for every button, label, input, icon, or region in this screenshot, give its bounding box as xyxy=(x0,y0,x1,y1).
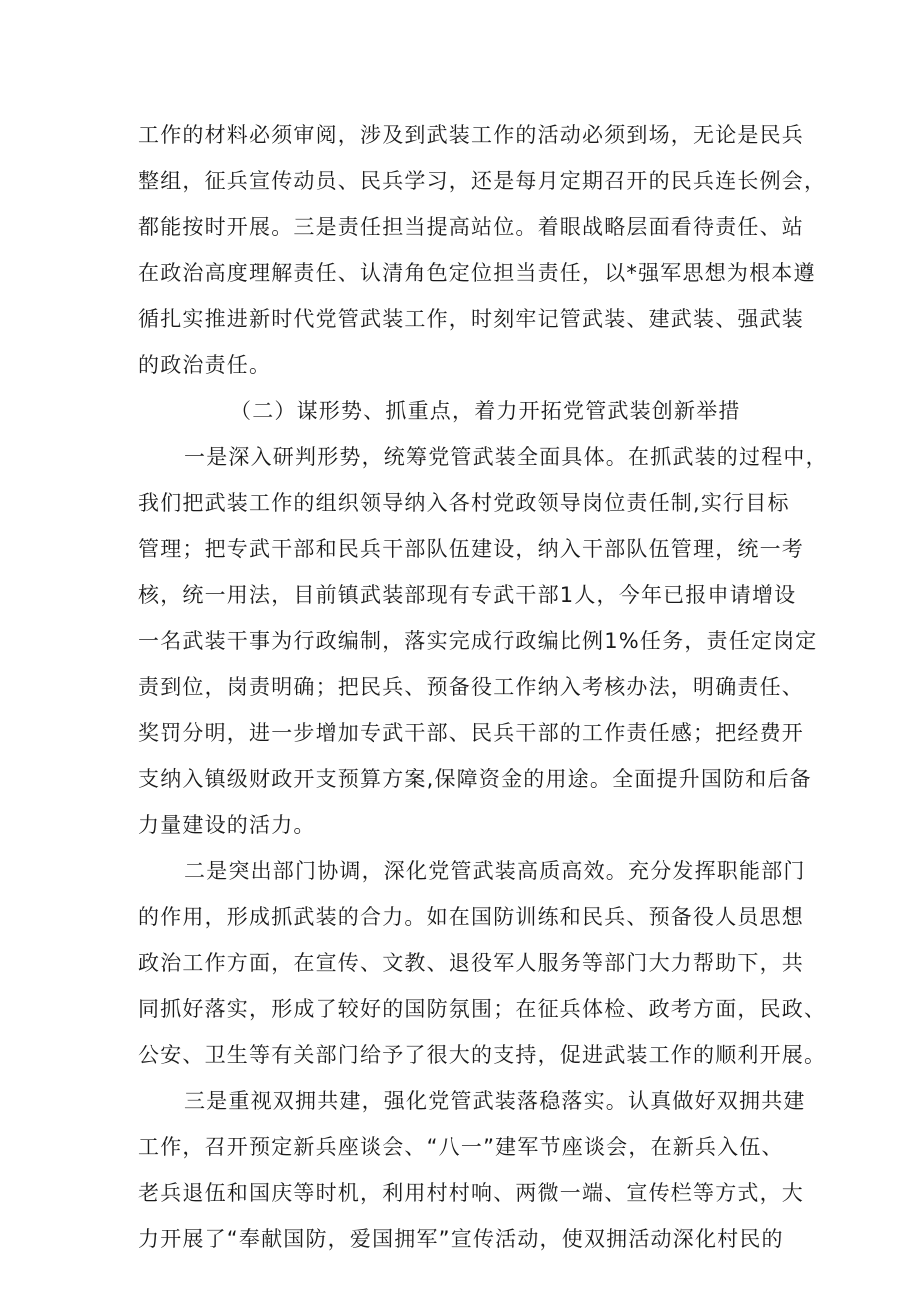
text-line: 奖罚分明，进一步增加专武干部、民兵干部的工作责任感；把经费开 xyxy=(138,721,804,745)
text-line: 力量建设的活力。 xyxy=(138,813,316,837)
text-line: 支纳入镇级财政开支预算方案,保障资金的用途。全面提升国防和后备 xyxy=(138,767,812,791)
text-line: 同抓好落实，形成了较好的国防氛围；在征兵体检、政考方面，民政、 xyxy=(138,997,827,1021)
text-line: 整组，征兵宣传动员、民兵学习，还是每月定期召开的民兵连长例会， xyxy=(138,169,827,193)
text-line: 我们把武装工作的组织领导纳入各村党政领导岗位责任制,实行目标 xyxy=(138,491,790,515)
text-line: 的政治责任。 xyxy=(138,353,272,377)
text-line: 一名武装干事为行政编制，落实完成行政编比例1%任务，责任定岗定 xyxy=(138,629,818,653)
text-line: 在政治高度理解责任、认清角色定位担当责任，以*强军思想为根本遵 xyxy=(138,261,816,285)
text-line: 责到位，岗责明确；把民兵、预备役工作纳入考核办法，明确责任、 xyxy=(138,675,804,699)
text-line: 都能按时开展。三是责任担当提高站位。着眼战略层面看待责任、站 xyxy=(138,215,804,239)
text-line: 工作的材料必须审阅，涉及到武装工作的活动必须到场，无论是民兵 xyxy=(138,123,804,147)
text-line: 政治工作方面，在宣传、文教、退役军人服务等部门大力帮助下，共 xyxy=(138,951,804,975)
paragraph-first-line: 二是突出部门协调，深化党管武装高质高效。充分发挥职能部门 xyxy=(184,859,806,883)
text-line: 的作用，形成抓武装的合力。如在国防训练和民兵、预备役人员思想 xyxy=(138,905,804,929)
paragraph-first-line: 三是重视双拥共建，强化党管武装落稳落实。认真做好双拥共建 xyxy=(184,1089,806,1113)
text-line: 管理；把专武干部和民兵干部队伍建设，纳入干部队伍管理，统一考 xyxy=(138,537,804,561)
section-heading: （二）谋形势、抓重点，着力开拓党管武装创新举措 xyxy=(230,399,741,423)
paragraph-first-line: 一是深入研判形势，统筹党管武装全面具体。在抓武装的过程中， xyxy=(184,445,828,469)
text-line: 工作，召开预定新兵座谈会、“八一”建军节座谈会，在新兵入伍、 xyxy=(138,1135,784,1159)
text-line: 循扎实推进新时代党管武装工作，时刻牢记管武装、建武装、强武装 xyxy=(138,307,804,331)
text-line: 核，统一用法，目前镇武装部现有专武干部1人，今年已报申请增设 xyxy=(138,583,797,607)
text-line: 老兵退伍和国庆等时机，利用村村响、两微一端、宣传栏等方式，大 xyxy=(138,1181,804,1205)
text-line: 力开展了“奉献国防，爱国拥军”宣传活动，使双拥活动深化村民的 xyxy=(138,1227,784,1251)
text-line: 公安、卫生等有关部门给予了很大的支持，促进武装工作的顺利开展。 xyxy=(138,1043,827,1067)
